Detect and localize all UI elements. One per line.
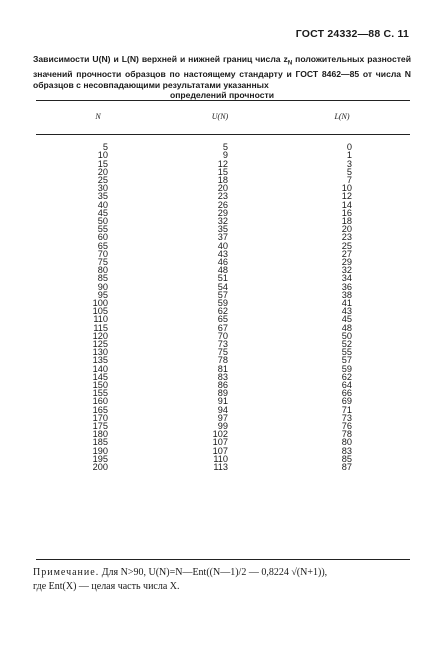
table-cell-u: 54 <box>217 281 228 292</box>
table-cell-n: 45 <box>97 207 108 218</box>
table-cell-n: 100 <box>92 298 108 309</box>
table-cell-l: 66 <box>341 388 352 398</box>
table-cell-u: 48 <box>217 265 228 275</box>
table-cell-l: 64 <box>341 380 352 391</box>
table-cell-l: 34 <box>341 273 352 284</box>
table-cell-l: 3 <box>346 158 352 169</box>
table-cell-l: 27 <box>341 248 352 259</box>
table-cell-l: 0 <box>346 142 352 152</box>
column-header-u: U(N) <box>211 112 229 121</box>
table-cell-l: 55 <box>341 347 352 357</box>
table-cell-n: 140 <box>92 363 108 374</box>
table-cell-u: 40 <box>217 240 228 251</box>
table-bottom-rule <box>36 559 410 560</box>
table-cell-n: 135 <box>92 355 108 366</box>
table-cell-l: 76 <box>341 421 352 432</box>
table-cell-u: 107 <box>212 437 228 448</box>
table-body <box>36 142 410 473</box>
table-cell-n: 110 <box>93 314 108 325</box>
table-cell-l: 50 <box>341 330 352 341</box>
table-cell-l: 69 <box>341 396 352 407</box>
table-cell-u: 26 <box>217 199 228 210</box>
table-cell-n: 65 <box>97 240 108 251</box>
table-cell-u: 12 <box>217 158 228 169</box>
table-cell-u: 83 <box>217 371 228 382</box>
table-cell-n: 145 <box>92 371 108 382</box>
table-cell-l: 23 <box>341 232 352 243</box>
table-cell-n: 20 <box>97 166 108 177</box>
table-cell-l: 5 <box>346 166 352 177</box>
table-cell-n: 60 <box>97 232 108 243</box>
footnote-label: Примечание. <box>33 567 100 578</box>
page-header: ГОСТ 24332—88 С. 11 <box>295 28 409 40</box>
table-cell-l: 20 <box>341 224 352 234</box>
table-cell-u: 46 <box>217 257 228 268</box>
table-cell-u: 113 <box>213 462 228 473</box>
table-cell-l: 83 <box>341 445 352 456</box>
table-cell-l: 41 <box>341 298 352 309</box>
table-cell-n: 10 <box>97 150 108 161</box>
table-row-group <box>36 347 410 391</box>
table-cell-n: 120 <box>92 330 108 341</box>
footnote <box>33 566 413 594</box>
table-cell-u: 20 <box>217 183 228 193</box>
table-cell-l: 59 <box>341 363 352 374</box>
column-header-l: L(N) <box>334 112 350 121</box>
table-header-rule <box>36 134 410 135</box>
table-cell-l: 73 <box>341 412 352 423</box>
table-cell-u: 62 <box>217 306 228 316</box>
table-cell-u: 89 <box>217 388 228 398</box>
table-row-group <box>36 306 410 350</box>
table-cell-l: 10 <box>341 183 352 193</box>
table-cell-l: 7 <box>346 175 352 186</box>
table-cell-l: 43 <box>341 306 352 316</box>
table-cell-n: 85 <box>97 273 108 284</box>
table-cell-n: 200 <box>92 462 108 473</box>
table-cell-n: 80 <box>97 265 108 275</box>
table-cell-l: 38 <box>341 289 352 300</box>
table-cell-u: 94 <box>217 404 228 415</box>
table-cell-u: 81 <box>217 363 228 374</box>
table-cell-l: 52 <box>341 339 352 350</box>
table-cell-u: 97 <box>217 412 228 423</box>
table-cell-n: 155 <box>92 388 108 398</box>
table-caption <box>33 54 411 100</box>
table-cell-n: 5 <box>102 142 108 152</box>
table-cell-u: 57 <box>217 289 228 300</box>
table-cell-u: 23 <box>217 191 228 202</box>
table-cell-n: 40 <box>97 199 108 210</box>
table-cell-n: 70 <box>97 248 108 259</box>
table-cell-n: 165 <box>92 404 108 415</box>
table-row-group <box>36 183 410 227</box>
table-cell-u: 32 <box>217 216 228 227</box>
table-cell-l: 85 <box>341 453 352 464</box>
table-cell-u: 29 <box>217 207 228 218</box>
table-cell-n: 170 <box>92 412 108 423</box>
table-cell-l: 18 <box>341 216 352 227</box>
table-cell-l: 78 <box>341 429 352 439</box>
caption-subscript: N <box>287 60 293 67</box>
table-cell-u: 73 <box>217 339 228 350</box>
table-cell-n: 175 <box>92 421 108 432</box>
table-cell-l: 14 <box>341 199 352 210</box>
table-cell-u: 15 <box>217 166 228 177</box>
table-cell-l: 45 <box>341 314 352 325</box>
table-cell-u: 59 <box>217 298 228 309</box>
table-cell-l: 57 <box>341 355 352 366</box>
caption-text-tail: положительных разностей значений прочности образцов по настоящему стандарту и ГОСТ 8462—85 от числа N образцов с несовпадающими результатами указанных <box>33 54 411 90</box>
table-row-group <box>36 224 410 268</box>
table-cell-u: 43 <box>217 248 228 259</box>
table-cell-n: 160 <box>92 396 108 407</box>
table-row-group <box>36 265 410 309</box>
table-cell-n: 50 <box>97 216 108 227</box>
table-cell-u: 9 <box>222 150 228 161</box>
table-cell-n: 125 <box>92 339 108 350</box>
table-cell-u: 5 <box>222 142 228 152</box>
table-cell-u: 91 <box>217 396 228 407</box>
table-cell-u: 37 <box>217 232 228 243</box>
table-cell-u: 99 <box>217 421 228 432</box>
table-top-rule <box>36 100 410 101</box>
table-cell-n: 190 <box>92 445 108 456</box>
table-cell-u: 86 <box>217 380 228 391</box>
table-cell-u: 78 <box>217 355 228 366</box>
data-table <box>36 100 410 560</box>
table-cell-n: 55 <box>97 224 108 234</box>
table-cell-l: 80 <box>341 437 352 448</box>
table-cell-u: 51 <box>217 273 228 284</box>
table-cell-n: 150 <box>92 380 108 391</box>
table-cell-n: 25 <box>97 175 108 186</box>
footnote-formula: Для N>90, U(N)=N—Ent((N—1)/2 — 0,8224 √(N+1)), <box>99 567 328 578</box>
table-cell-l: 62 <box>341 371 352 382</box>
table-cell-u: 75 <box>217 347 228 357</box>
table-cell-n: 15 <box>97 158 108 169</box>
table-cell-n: 185 <box>92 437 108 448</box>
table-cell-l: 16 <box>341 207 352 218</box>
table-cell-l: 32 <box>341 265 352 275</box>
table-cell-u: 18 <box>217 175 228 186</box>
table-cell-u: 35 <box>217 224 228 234</box>
table-cell-u: 102 <box>212 429 228 439</box>
table-cell-u: 67 <box>217 322 228 333</box>
table-cell-l: 48 <box>341 322 352 333</box>
table-cell-l: 29 <box>341 257 352 268</box>
table-cell-n: 180 <box>92 429 108 439</box>
table-cell-n: 35 <box>97 191 108 202</box>
caption-last-line: определений прочности <box>169 89 275 100</box>
table-cell-l: 36 <box>341 281 352 292</box>
table-cell-u: 70 <box>217 330 228 341</box>
table-cell-u: 107 <box>212 445 228 456</box>
table-cell-n: 105 <box>92 306 108 316</box>
table-cell-l: 1 <box>346 150 352 161</box>
table-cell-u: 110 <box>213 453 228 464</box>
column-header-n: N <box>95 112 101 121</box>
table-cell-l: 25 <box>341 240 352 251</box>
table-cell-l: 12 <box>341 191 352 202</box>
caption-text: Зависимости U(N) и L(N) верхней и нижней границ числа z <box>33 54 288 64</box>
table-cell-n: 95 <box>97 289 108 300</box>
table-cell-n: 90 <box>97 281 108 292</box>
table-cell-l: 71 <box>341 404 352 415</box>
table-cell-n: 30 <box>97 183 108 193</box>
table-cell-n: 115 <box>93 322 108 333</box>
table-cell-n: 75 <box>97 257 108 268</box>
table-row-group <box>36 429 410 473</box>
table-row-group <box>36 388 410 432</box>
table-cell-u: 65 <box>217 314 228 325</box>
table-cell-l: 87 <box>341 462 352 473</box>
footnote-definition: где Ent(X) — целая часть числа X. <box>33 581 180 592</box>
table-cell-n: 195 <box>92 453 108 464</box>
table-cell-n: 130 <box>92 347 108 357</box>
table-row-group <box>36 142 410 186</box>
